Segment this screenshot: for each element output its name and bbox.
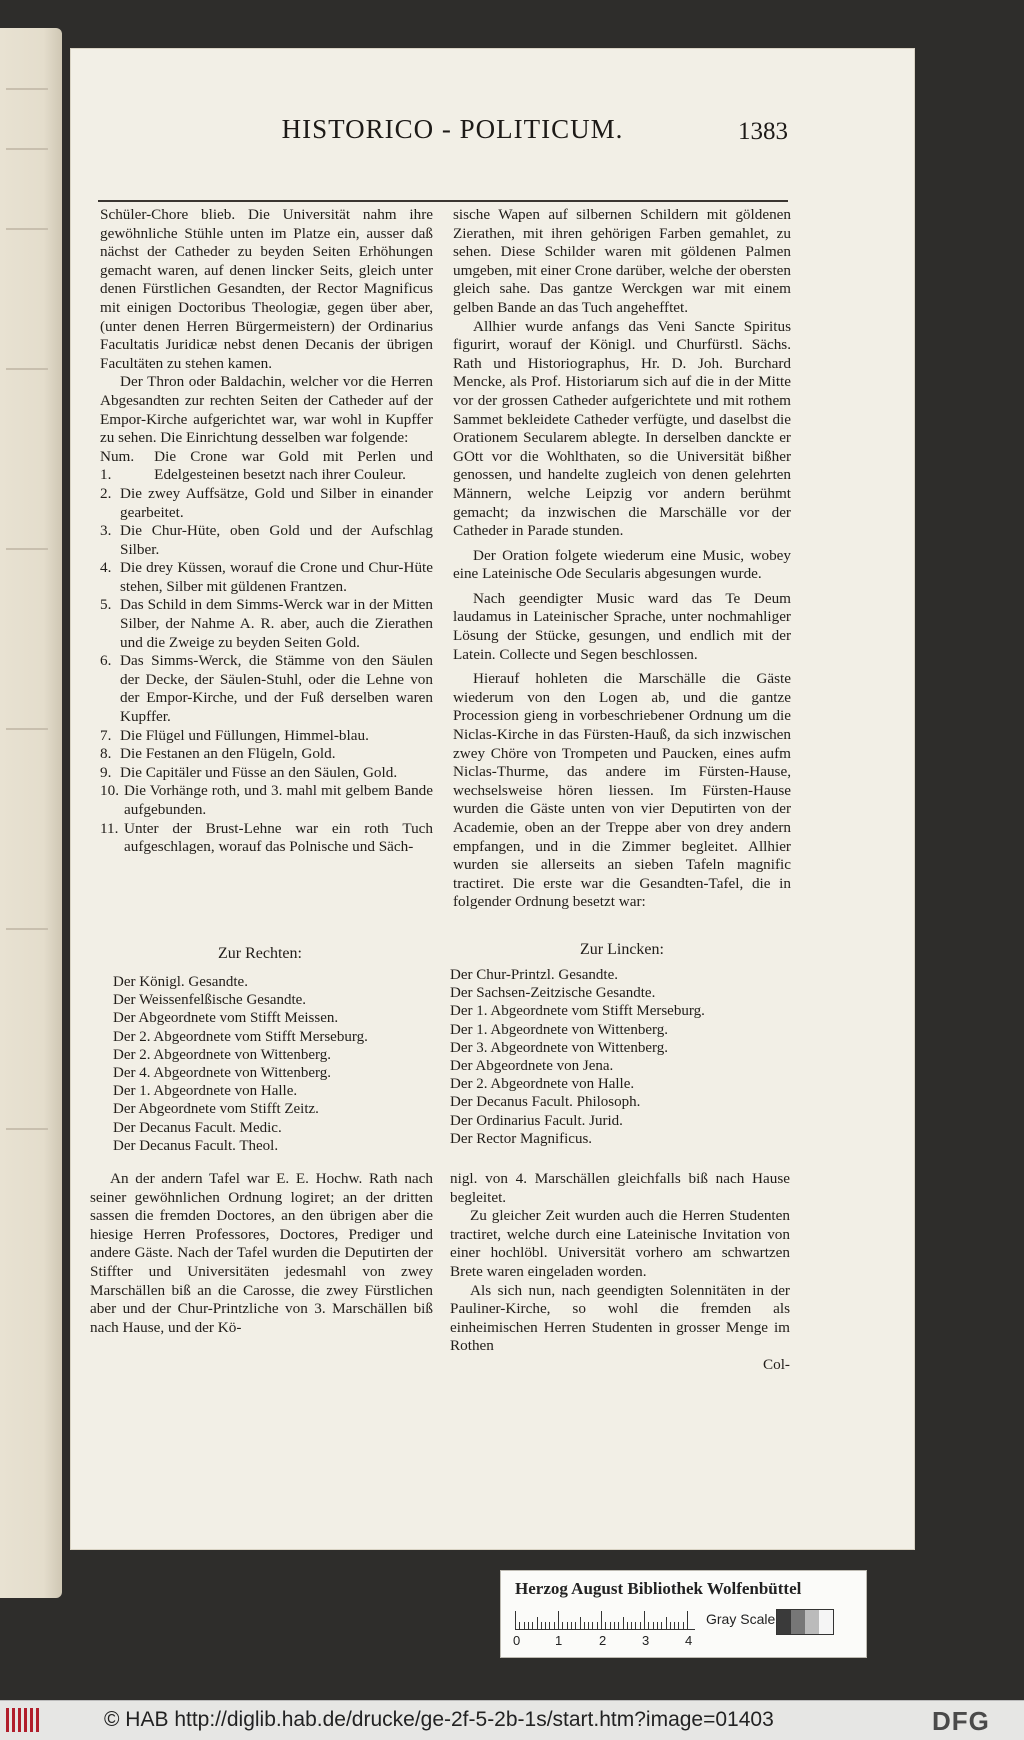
item-number: Num. 1. xyxy=(100,447,135,484)
item-number: 5. xyxy=(100,596,112,614)
item-text: Unter der Brust-Lehne war ein roth Tuch aufgeschlagen, worauf das Polnische und Säch- xyxy=(124,819,433,856)
seat-entry: Der Decanus Facult. Medic. xyxy=(113,1119,282,1136)
bottom-left-column xyxy=(90,1170,433,1337)
ruler-tick xyxy=(683,1622,684,1629)
ruler-number: 2 xyxy=(599,1633,607,1648)
scale-ruler xyxy=(515,1609,695,1630)
ruler-tick xyxy=(618,1622,619,1629)
ruler-tick xyxy=(631,1622,632,1629)
ruler-tick xyxy=(571,1622,572,1629)
paragraph: Nach geendigter Music ward das Te Deum laudamus in Lateinischer Sprache, unter nochmahliger Lösung der Stücke, gesungen, und endlich mit der Latein. Collecte und Segen beschlossen. xyxy=(453,589,791,663)
paragraph: Zu gleicher Zeit wurden auch die Herren Studenten tractiret, welche durch eine Lateinische Invitation von einer hochlöbl. Universität vorhero am schwartzen Brete waren eingeladen worden. xyxy=(450,1207,790,1280)
list-item xyxy=(100,764,433,783)
item-number: 6. xyxy=(100,652,112,670)
ruler-tick xyxy=(567,1622,568,1629)
right-column xyxy=(453,206,791,912)
item-text: Die zwey Auffsätze, Gold und Silber in einander gearbeitet. xyxy=(120,484,433,521)
ruler-tick xyxy=(562,1622,563,1629)
ruler-number: 3 xyxy=(642,1633,650,1648)
left-side-heading: Zur Lincken: xyxy=(580,941,664,958)
ruler-tick xyxy=(627,1622,628,1629)
list-item xyxy=(100,596,433,652)
seat-entry: Der 2. Abgeordnete vom Stifft Merseburg. xyxy=(113,1028,368,1045)
seat-entry: Der Decanus Facult. Theol. xyxy=(113,1137,279,1154)
item-number: 11. xyxy=(100,819,119,837)
ruler-tick xyxy=(657,1622,658,1629)
seat-entry: Der Abgeordnete von Jena. xyxy=(450,1058,614,1075)
footer-bar xyxy=(0,1700,1024,1740)
paragraph: An der andern Tafel war E. E. Hochw. Rath nach seiner gewöhnlichen Ordnung logiret; an der dritten sassen die fremden Doctores, an den übrigen aber die hiesige Herren Professores, Doctores, Prediger und andere Gäste. Nach der Tafel wurden die Deputirten der Stiffter und Universitäten jedesmahl von zwey Marschällen biß an die Carosse, die zwey Fürstlichen aber und der Chur-Printzliche von 3. Marschällen biß nach Hause, und der Kö- xyxy=(90,1170,433,1336)
ruler-tick xyxy=(588,1622,589,1629)
ruler-tick xyxy=(674,1622,675,1629)
ruler-numbers xyxy=(515,1633,705,1649)
seat-entry: Der 3. Abgeordnete von Wittenberg. xyxy=(450,1039,668,1056)
ruler-tick xyxy=(605,1622,606,1629)
seat-entry: Der Königl. Gesandte. xyxy=(113,974,248,990)
seat-entry: Der Ordinarius Facult. Jurid. xyxy=(450,1112,623,1129)
bottom-right-column xyxy=(450,1170,790,1375)
ruler-tick xyxy=(537,1617,538,1629)
item-text: Die Flügel und Füllungen, Himmel-blau. xyxy=(120,726,369,744)
ruler-number: 1 xyxy=(555,1633,563,1648)
ruler-tick xyxy=(545,1622,546,1629)
ruler-tick xyxy=(532,1622,533,1629)
ruler-tick xyxy=(661,1622,662,1629)
item-number: 8. xyxy=(100,745,112,763)
ruler-tick xyxy=(584,1622,585,1629)
list-item xyxy=(100,448,433,485)
seat-entry: Der 1. Abgeordnete vom Stifft Merseburg. xyxy=(450,1003,705,1020)
item-text: Die Chur-Hüte, oben Gold und der Aufschlag Silber. xyxy=(120,522,433,558)
paragraph: Der Oration folgete wiederum eine Music, wobey eine Lateinische Ode Secularis abgesungen wurde. xyxy=(453,546,791,583)
ruler-tick xyxy=(635,1622,636,1629)
right-side-heading: Zur Rechten: xyxy=(218,945,302,962)
ruler-tick xyxy=(592,1622,593,1629)
paragraph: Hierauf hohleten die Marschälle die Gäste wiederum von den Logen ab, und die gantze Procession gieng in vorbeschriebener Ordnung um die Niclas-Kirche in das Fürsten-Hauß, da sich inzwischen zwey Chöre von Trompeten und Paucken, eines aufm Niclas-Thurme, das andere im Fürsten-Hause, wechselsweise hören liessen. Im Fürsten-Hause wurden die Gäste unten von vier Deputirten von der Academie, oben an der Treppe aber von drey andern empfangen, und in die Zimmer begleitet. Allhier wurden sie allerseits an sieben Tafeln magnific tractiret. Die erste war die Gesandten-Tafel, die in folgender Ordnung besetzt war: xyxy=(453,670,791,911)
seat-entry: Der Chur-Printzl. Gesandte. xyxy=(450,967,618,983)
ruler-tick xyxy=(644,1611,645,1629)
ruler-tick xyxy=(687,1611,688,1629)
ruler-tick xyxy=(640,1622,641,1629)
list-item xyxy=(100,782,433,819)
ruler-tick xyxy=(519,1622,520,1629)
seat-entry: Der Abgeordnete vom Stifft Zeitz. xyxy=(113,1101,319,1118)
hab-logo-icon xyxy=(6,1708,42,1732)
gray-scale-label: Gray Scale xyxy=(706,1611,776,1627)
page-number: 1383 xyxy=(738,118,788,145)
ruler-tick xyxy=(610,1622,611,1629)
throne-description-list xyxy=(100,448,433,857)
item-number: 3. xyxy=(100,522,112,540)
paragraph: sische Wapen auf silbernen Schildern mit göldenen Zierathen, mit ihren gehörigen Farben gemahlet, zu sehen. Diese Schilder waren mit göldenen Palmen umgeben, mit einer Crone darüber, welche der obersten gleich sahe. Das gantze Werckgen war mit einem gelben Bande an das Tuch angehefftet. xyxy=(453,206,791,316)
list-item xyxy=(100,745,433,764)
catchword: Col- xyxy=(762,1355,790,1373)
ruler-tick xyxy=(524,1622,525,1629)
list-item xyxy=(100,559,433,596)
dfg-logo: DFG xyxy=(932,1706,990,1736)
running-title: HISTORICO - POLITICUM. xyxy=(281,114,624,144)
seat-entry: Der Rector Magnificus. xyxy=(450,1130,593,1147)
ruler-tick xyxy=(623,1617,624,1629)
previous-page-edge xyxy=(0,28,62,1598)
library-color-target xyxy=(500,1570,867,1658)
item-text: Das Schild in dem Simms-Werck war in der Mitten Silber, der Nahme A. R. aber, auch die Zierathen und die Zweige zu beyden Seiten Gold. xyxy=(120,596,433,651)
item-text: Die Vorhänge roth, und 3. mahl mit gelbem Bande aufgebunden. xyxy=(124,782,433,818)
item-number: 7. xyxy=(100,726,112,744)
ruler-tick xyxy=(653,1622,654,1629)
ruler-tick xyxy=(670,1622,671,1629)
item-text: Das Simms-Werck, die Stämme von den Säulen der Decke, der Säulen-Stuhl, oder die Lehne von der Empor-Kirche, und der Fuß derselben waren Kupffer. xyxy=(120,652,433,726)
item-number: 2. xyxy=(100,484,112,502)
seat-entry: Der 1. Abgeordnete von Halle. xyxy=(113,1083,298,1100)
list-item xyxy=(100,652,433,726)
item-text: Die Festanen an den Flügeln, Gold. xyxy=(120,745,336,763)
seating-left-list xyxy=(450,966,780,1148)
seat-entry: Der Decanus Facult. Philosoph. xyxy=(450,1094,641,1111)
paragraph: Allhier wurde anfangs das Veni Sancte Spiritus figurirt, worauf der Königl. und Churfürstl. Sächs. Rath und Historiographus, Hr. D. Joh. Burchard Mencke, als Prof. Historiarum sich auf die in der Mitte vor der grossen Catheder aufgerichtete und mit rothem Sammet bekleidete Catheder verfügte, und daselbst die Orationem Secularem ablegte. In derselben danckte er GOtt vor die Wohlthaten, so die Universität bißher genossen, und handelte zugleich von denen gelehrten Männern, welche Leipzig vor andern berühmt gemacht; da inzwischen die Marschälle vor der Catheder in Parade stunden. xyxy=(453,317,791,540)
ruler-tick xyxy=(648,1622,649,1629)
footer-url[interactable]: © HAB http://diglib.hab.de/drucke/ge-2f-5-2b-1s/start.htm?image=01403 xyxy=(104,1708,774,1731)
seat-entry: Der 2. Abgeordnete von Halle. xyxy=(450,1076,635,1093)
ruler-tick xyxy=(541,1622,542,1629)
library-name: Herzog August Bibliothek Wolfenbüttel xyxy=(515,1579,802,1598)
seating-right-list xyxy=(113,973,433,1155)
seat-entry: Der 4. Abgeordnete von Wittenberg. xyxy=(113,1065,331,1082)
item-number: 4. xyxy=(100,559,112,577)
ruler-number: 4 xyxy=(685,1633,693,1648)
item-number: 9. xyxy=(100,763,112,781)
ruler-tick xyxy=(666,1617,667,1629)
ruler-tick xyxy=(515,1611,516,1629)
gray-scale-swatch xyxy=(776,1609,834,1635)
seat-entry: Der Abgeordnete vom Stifft Meissen. xyxy=(113,1010,339,1027)
paragraph: Als sich nun, nach geendigten Solennitäten in der Pauliner-Kirche, so wohl die fremden als einheimischen Herren Studenten in grosser Menge im Rothen xyxy=(450,1281,790,1355)
item-text: Die drey Küssen, worauf die Crone und Chur-Hüte stehen, Silber mit güldenen Frantzen. xyxy=(120,559,433,595)
ruler-tick xyxy=(597,1622,598,1629)
ruler-tick xyxy=(678,1622,679,1629)
seat-entry: Der 2. Abgeordnete von Wittenberg. xyxy=(113,1046,331,1063)
item-number: 10. xyxy=(100,782,119,800)
ruler-tick xyxy=(580,1617,581,1629)
ruler-tick xyxy=(549,1622,550,1629)
list-item xyxy=(100,727,433,746)
ruler-tick xyxy=(558,1611,559,1629)
paragraph: nigl. von 4. Marschällen gleichfalls biß nach Hause begleitet. xyxy=(450,1170,790,1206)
paragraph: Schüler-Chore blieb. Die Universität nahm ihre gewöhnliche Stühle unten im Platze ein, ausser daß nächst der Catheder zu beyden Seiten Erhöhungen gemacht waren, auf denen lincker Seits, gleich unter denen Fürstlichen Gesandten, der Rector Magnificus mit einigen Doctoribus Theologiæ, gegen über aber, (unter denen Herren Bürgermeistern) der Ordinarius Facultatis Juridicæ nebst denen Decanis der übrigen Facultäten zu stehen kamen. xyxy=(100,206,433,372)
item-text: Die Capitäler und Füsse an den Säulen, Gold. xyxy=(120,763,398,781)
ruler-tick xyxy=(601,1611,602,1629)
seat-entry: Der Weissenfelßische Gesandte. xyxy=(113,992,307,1009)
ruler-tick xyxy=(614,1622,615,1629)
seat-entry: Der Sachsen-Zeitzische Gesandte. xyxy=(450,985,656,1002)
ruler-number: 0 xyxy=(513,1633,521,1648)
ruler-tick xyxy=(575,1622,576,1629)
header-rule xyxy=(98,200,788,202)
item-text: Die Crone war Gold mit Perlen und Edelgesteinen besetzt nach ihrer Couleur. xyxy=(154,447,433,484)
list-item xyxy=(100,522,433,559)
left-column xyxy=(100,206,433,857)
ruler-tick xyxy=(528,1622,529,1629)
ruler-tick xyxy=(554,1622,555,1629)
list-item xyxy=(100,485,433,522)
list-item xyxy=(100,820,433,857)
seat-entry: Der 1. Abgeordnete von Wittenberg. xyxy=(450,1021,668,1038)
paragraph: Der Thron oder Baldachin, welcher vor die Herren Abgesandten zur rechten Seiten der Catheder auf der Empor-Kirche aufgerichtet war, war wohl in Kupffer zu sehen. Die Einrichtung desselben war folgende: xyxy=(100,373,433,447)
